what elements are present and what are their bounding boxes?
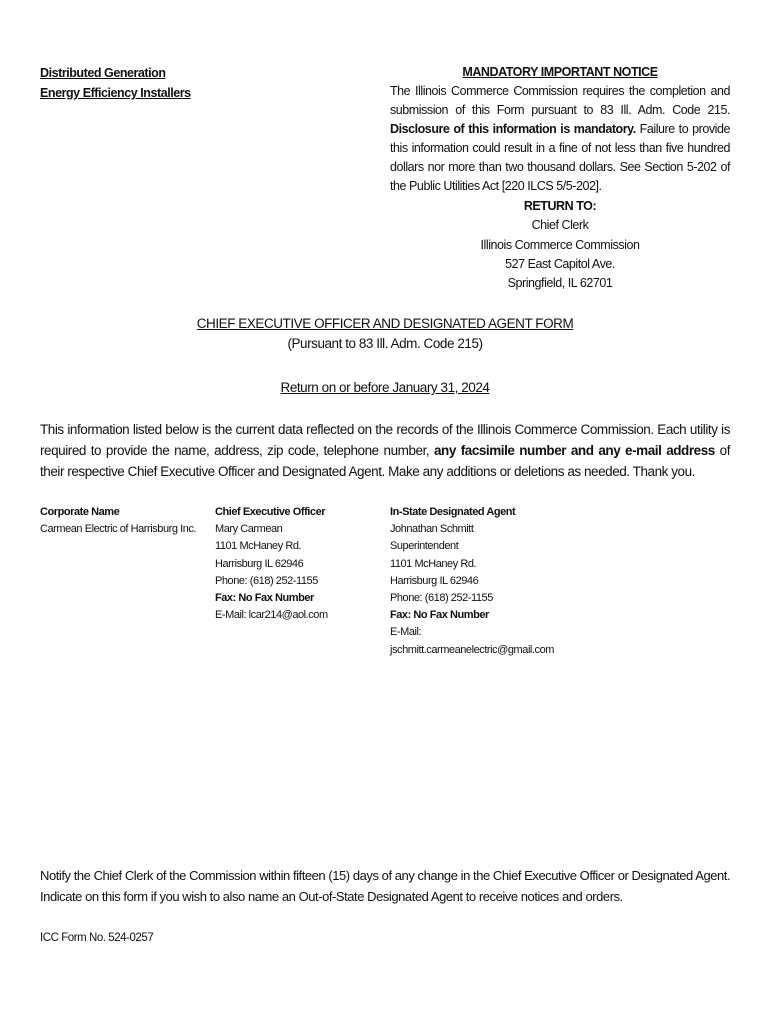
intro-paragraph bbox=[40, 419, 730, 482]
notice-text-bold: Disclosure of this information is mandatory. bbox=[390, 122, 636, 136]
corporate-column bbox=[40, 504, 210, 538]
agent-column bbox=[390, 504, 630, 659]
agent-email: jschmitt.carmeanelectric@gmail.com bbox=[390, 643, 554, 656]
ceo-email: E-Mail: lcar214@aol.com bbox=[215, 609, 328, 622]
form-subtitle: (Pursuant to 83 Ill. Adm. Code 215) bbox=[287, 336, 483, 351]
category-line-1: Distributed Generation bbox=[40, 66, 166, 80]
ceo-heading: Chief Executive Officer bbox=[215, 506, 326, 518]
return-address bbox=[390, 197, 730, 293]
ceo-column bbox=[215, 504, 385, 624]
mandatory-notice bbox=[390, 63, 730, 196]
notice-body bbox=[390, 82, 730, 196]
corporate-heading: Corporate Name bbox=[40, 506, 120, 518]
agent-address-1: 1101 McHaney Rd. bbox=[390, 557, 477, 570]
ceo-name: Mary Carmean bbox=[215, 523, 283, 536]
footer-notes bbox=[40, 865, 740, 907]
form-title: CHIEF EXECUTIVE OFFICER AND DESIGNATED AGENT FORM bbox=[196, 316, 574, 331]
agent-fax: Fax: No Fax Number bbox=[390, 609, 489, 622]
document-category bbox=[40, 63, 191, 103]
change-notice: Notify the Chief Clerk of the Commission within fifteen (15) days of any change in the Chief Executive Officer or Designated Agent. bbox=[40, 868, 731, 883]
intro-text-1: This information listed below is the current data reflected on the records of the Illinois Commerce Commission. Each utility is required to provide the name, address, zip code, telephone number, bbox=[40, 422, 730, 458]
agent-title: Superintendent bbox=[390, 540, 459, 553]
notice-title: MANDATORY IMPORTANT NOTICE bbox=[462, 65, 658, 79]
intro-text-bold: any facsimile number and any e-mail address bbox=[433, 443, 715, 458]
ceo-address-2: Harrisburg IL 62946 bbox=[215, 557, 304, 570]
agent-phone: Phone: (618) 252-1155 bbox=[390, 592, 493, 605]
notice-text-2: Failure to provide this information could result in a fine of not less than five hundred dollars nor more than two thousand dollars. See Section 5-202 of the Public Utilities Act [220 ILCS 5/5-202]. bbox=[390, 122, 730, 193]
return-line: Illinois Commerce Commission bbox=[480, 237, 640, 252]
return-line: Springfield, IL 62701 bbox=[507, 276, 613, 291]
ceo-phone: Phone: (618) 252-1155 bbox=[215, 574, 318, 587]
intro-text-2: of their respective Chief Executive Officer and Designated Agent. Make any additions or deletions as needed. Thank you. bbox=[40, 443, 730, 479]
return-to-label: RETURN TO: bbox=[523, 199, 597, 213]
return-line: 527 East Capitol Ave. bbox=[505, 256, 615, 271]
agent-email-label: E-Mail: bbox=[390, 626, 422, 639]
corporate-name: Carmean Electric of Harrisburg Inc. bbox=[40, 523, 197, 536]
return-deadline: Return on or before January 31, 2024 bbox=[280, 380, 490, 395]
return-line: Chief Clerk bbox=[531, 218, 589, 233]
ceo-fax: Fax: No Fax Number bbox=[215, 592, 314, 605]
agent-heading: In-State Designated Agent bbox=[390, 506, 516, 518]
out-of-state-notice: Indicate on this form if you wish to also name an Out-of-State Designated Agent to receive notices and orders. bbox=[40, 889, 623, 904]
notice-text-1: The Illinois Commerce Commission requires the completion and submission of this Form pursuant to 83 Ill. Adm. Code 215. bbox=[390, 84, 730, 117]
category-line-2: Energy Efficiency Installers bbox=[40, 86, 191, 100]
agent-name: Johnathan Schmitt bbox=[390, 523, 474, 536]
form-number: ICC Form No. 524-0257 bbox=[40, 932, 154, 944]
form-heading bbox=[0, 314, 770, 354]
agent-address-2: Harrisburg IL 62946 bbox=[390, 574, 479, 587]
ceo-address-1: 1101 McHaney Rd. bbox=[215, 540, 302, 553]
